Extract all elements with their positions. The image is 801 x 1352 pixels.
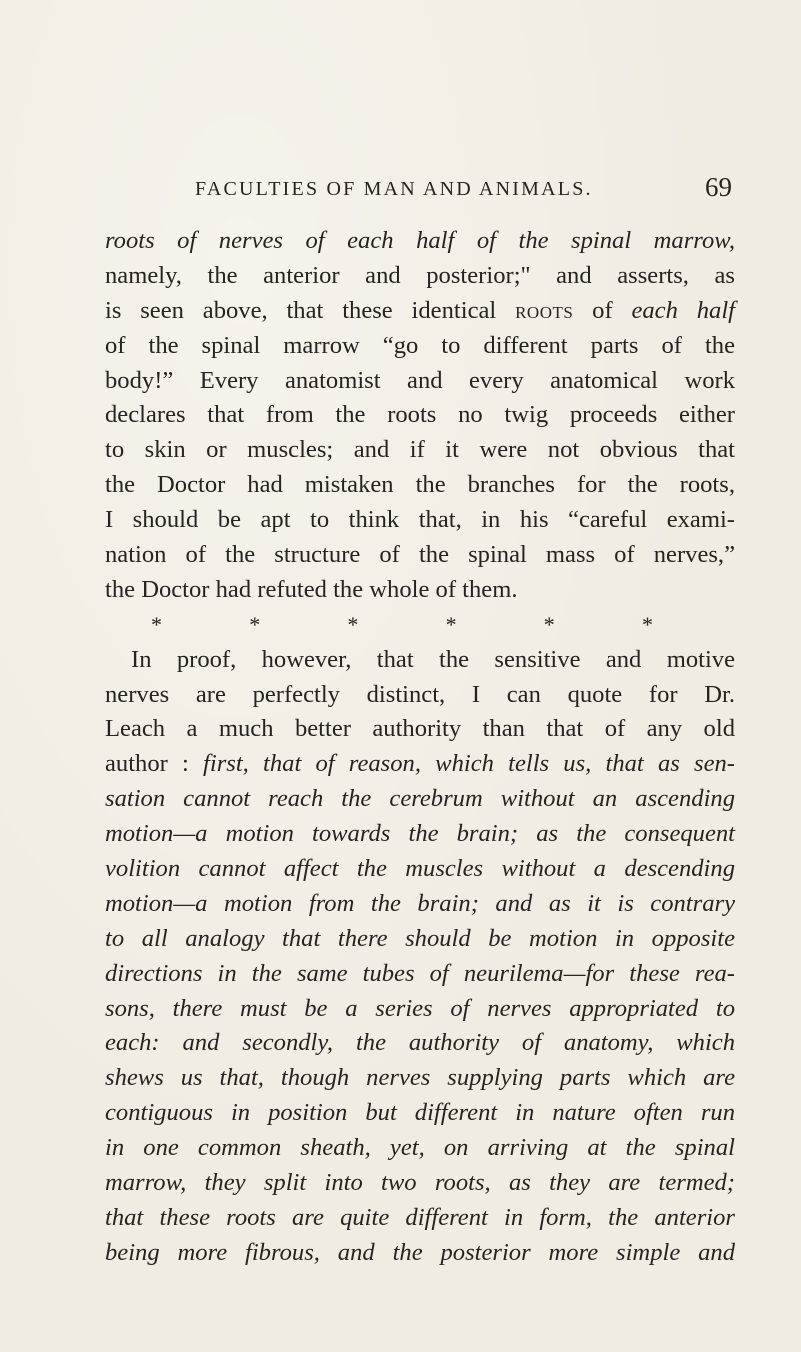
text-line: body!” Every anatomist and every anatomical work bbox=[105, 366, 735, 394]
text-line: I should be apt to think that, in his “careful exami- bbox=[105, 506, 735, 534]
italic-run: and secondly, the authority of anatomy, which bbox=[182, 1029, 735, 1057]
small-caps-word: roots bbox=[515, 296, 574, 324]
text-line bbox=[105, 747, 735, 782]
text-line: sons, there must be a series of nerves appropriated to bbox=[105, 994, 735, 1022]
running-title: FACULTIES OF MAN AND ANIMALS. bbox=[195, 178, 593, 200]
text-line: roots of nerves of each half of the spinal marrow, bbox=[105, 227, 735, 254]
text-line bbox=[105, 294, 735, 329]
text-line: the Doctor had refuted the whole of them. bbox=[105, 575, 518, 603]
star: * bbox=[641, 611, 653, 637]
star: * bbox=[445, 611, 457, 637]
text-line: contiguous in position but different in nature often run bbox=[105, 1099, 735, 1127]
text-line: the Doctor had mistaken the branches for the roots, bbox=[105, 471, 735, 499]
running-head bbox=[195, 172, 735, 208]
text-run: author : bbox=[105, 750, 204, 778]
text-line: to skin or muscles; and if it were not obvious that bbox=[105, 436, 735, 464]
page-number: 69 bbox=[705, 172, 732, 202]
star: * bbox=[151, 611, 162, 637]
text-line: Leach a much better authority than that of any old bbox=[105, 715, 735, 743]
text-line: motion—a motion towards the brain; as the consequent bbox=[105, 820, 735, 848]
text-line: namely, the anterior and posterior;" and asserts, as bbox=[105, 261, 735, 289]
text-line: volition cannot affect the muscles without a descending bbox=[105, 855, 735, 883]
text-run: of bbox=[573, 296, 632, 324]
text-line: marrow, they split into two roots, as they are termed; bbox=[105, 1169, 735, 1197]
text-line: to all analogy that there should be motion in opposite bbox=[105, 924, 735, 952]
text-line bbox=[105, 1026, 735, 1061]
italic-run: first, that of reason, which tells us, that as sen- bbox=[203, 750, 735, 778]
text-run: is seen above, that these identical bbox=[105, 296, 516, 324]
text-line: that these roots are quite different in form, the anterior bbox=[105, 1203, 735, 1231]
text-line: being more fibrous, and the posterior more simple and bbox=[105, 1238, 735, 1266]
text-line: sation cannot reach the cerebrum without an ascending bbox=[105, 785, 735, 813]
text-line: directions in the same tubes of neurilema—for these rea- bbox=[105, 959, 735, 987]
text-line: in one common sheath, yet, on arriving at the spinal bbox=[105, 1134, 735, 1162]
star: * bbox=[347, 611, 359, 637]
text-line: nation of the structure of the spinal mass of nerves,” bbox=[105, 541, 735, 569]
star: * bbox=[543, 611, 555, 637]
text-line: motion—a motion from the brain; and as it is contrary bbox=[105, 889, 735, 917]
body-text bbox=[105, 224, 735, 1271]
text-line: nerves are perfectly distinct, I can quote for Dr. bbox=[105, 680, 735, 708]
text-line: In proof, however, that the sensitive and motive bbox=[131, 645, 735, 673]
text-line: shews us that, though nerves supplying parts which are bbox=[105, 1064, 735, 1092]
italic-run: each half bbox=[631, 296, 735, 324]
text-line: of the spinal marrow “go to different parts of the bbox=[105, 331, 735, 359]
section-break-stars bbox=[151, 608, 653, 643]
text-line: declares that from the roots no twig proceeds either bbox=[105, 401, 735, 429]
star: * bbox=[249, 611, 261, 637]
italic-run: each: bbox=[105, 1029, 183, 1057]
